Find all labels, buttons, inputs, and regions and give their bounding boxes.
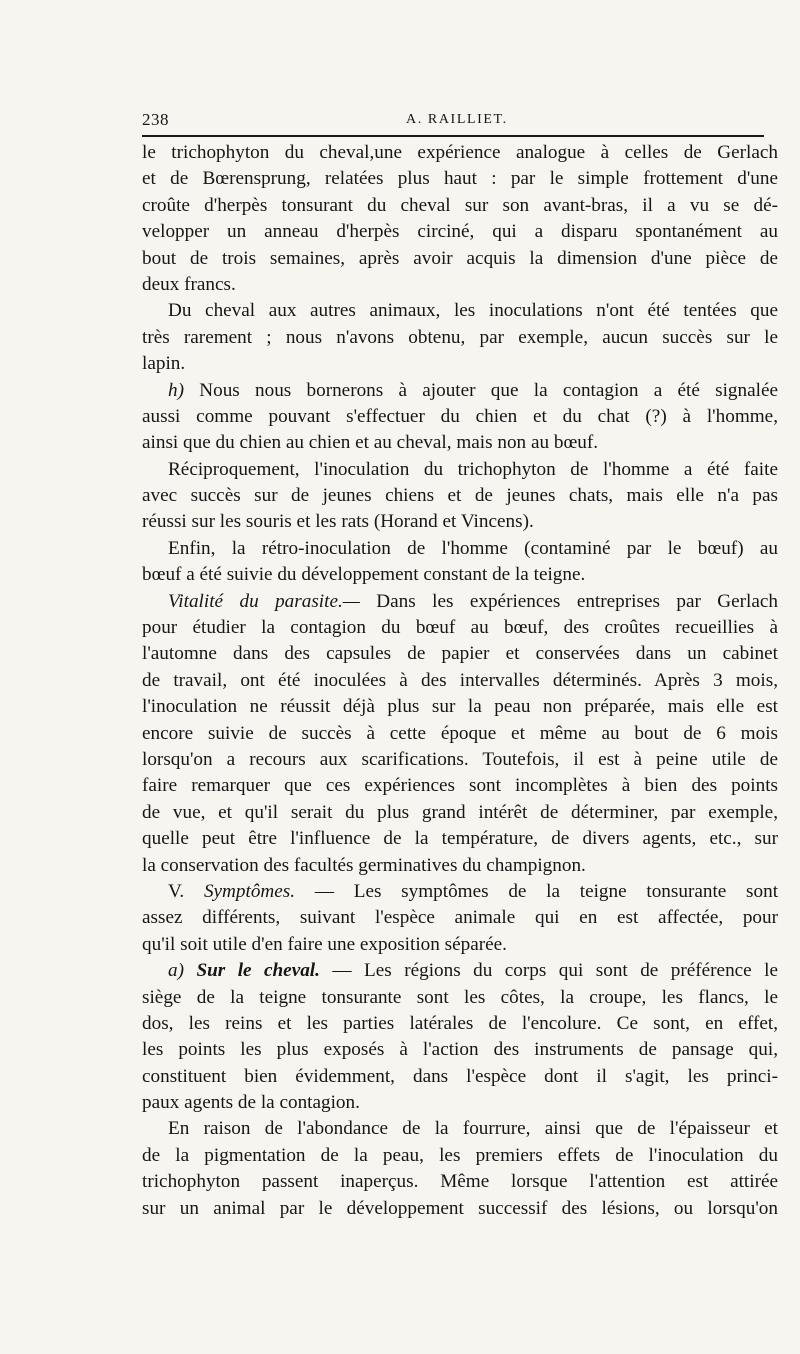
text-line: très rarement ; nous n'avons obtenu, par exemple, aucun succès sur le: [142, 326, 778, 348]
page-header: [142, 106, 764, 134]
text-line: l'automne dans des capsules de papier et conservées dans un cabinet: [142, 643, 778, 665]
text-line: paux agents de la contagion.: [142, 1092, 360, 1114]
text-line: Enfin, la rétro-inoculation de l'homme (contaminé par le bœuf) au: [168, 537, 778, 559]
text-line: velopper un anneau d'herpès circiné, qui a disparu spontanément au: [142, 221, 778, 243]
section-heading-sur-le-cheval: Sur le cheval.: [196, 960, 320, 982]
text-line: dos, les reins et les parties latérales de l'encolure. Ce sont, en effet,: [142, 1012, 778, 1034]
text-line: siège de la teigne tonsurante sont les côtes, la croupe, les flancs, le: [142, 986, 778, 1008]
text-line: de travail, ont été inoculées à des intervalles déterminés. Après 3 mois,: [142, 669, 778, 691]
text-line: les points les plus exposés à l'action des instruments de pansage qui,: [142, 1039, 778, 1061]
text-line: et de Bœrensprung, relatées plus haut : par le simple frottement d'une: [142, 168, 778, 190]
paragraph-h-first-line: [142, 378, 778, 404]
text-line: de la pigmentation de la peau, les premiers effets de l'inoculation du: [142, 1144, 778, 1166]
section-heading-symptomes: Symptômes.: [203, 880, 296, 902]
text-line: Du cheval aux autres animaux, les inoculations n'ont été tentées que: [168, 300, 778, 322]
section-heading-vitalite: Vitalité du parasite.—: [168, 590, 360, 612]
text-line: lapin.: [142, 353, 186, 375]
text-segment: — Les régions du corps qui sont de préférence le: [332, 960, 778, 982]
text-line: ainsi que du chien au chien et au cheval, mais non au bœuf.: [142, 432, 599, 454]
text-line: deux francs.: [142, 273, 236, 295]
text-line: faire remarquer que ces expériences sont incomplètes à bien des points: [142, 775, 778, 797]
text-line: qu'il soit utile d'en faire une exposition séparée.: [142, 933, 507, 955]
paragraph-vitalite-first-line: [142, 589, 778, 615]
text-line: sur un animal par le développement successif des lésions, ou lorsqu'on: [142, 1197, 778, 1219]
text-line: pour étudier la contagion du bœuf au bœuf, des croûtes recueillies à: [142, 617, 778, 639]
text-line: réussi sur les souris et les rats (Horand et Vincens).: [142, 511, 534, 533]
text-line: trichophyton passent inaperçus. Même lorsque l'attention est attirée: [142, 1171, 778, 1193]
header-rule: [142, 135, 764, 137]
body-text: [142, 140, 778, 1222]
text-line: le trichophyton du cheval,une expérience analogue à celles de Gerlach: [142, 142, 778, 163]
text-line: aussi comme pouvant s'effectuer du chien et du chat (?) à l'homme,: [142, 405, 778, 427]
text-segment: Dans les expériences entreprises par Gerlach: [376, 590, 778, 612]
text-line: bout de trois semaines, après avoir acquis la dimension d'une pièce de: [142, 247, 778, 269]
text-segment: — Les symptômes de la teigne tonsurante sont: [314, 880, 779, 902]
text-line: de vue, et qu'il serait du plus grand intérêt de déterminer, par exemple,: [142, 801, 778, 823]
text-line: encore suivie de succès à cette époque et même au bout de 6 mois: [142, 722, 778, 744]
page-number: 238: [142, 110, 169, 129]
running-head: A. RAILLIET.: [406, 112, 508, 127]
text-line: constituent bien évidemment, dans l'espèce dont il s'agit, les princi-: [142, 1065, 778, 1087]
text-line: bœuf a été suivie du développement constant de la teigne.: [142, 564, 586, 586]
text-line: l'inoculation ne réussit déjà plus sur la peau non préparée, mais elle est: [142, 696, 778, 718]
text-line: lorsqu'on a recours aux scarifications. Toutefois, il est à peine utile de: [142, 748, 778, 770]
text-line: En raison de l'abondance de la fourrure, ainsi que de l'épaisseur et: [168, 1118, 778, 1140]
section-number-v: V.: [168, 880, 185, 902]
section-letter-a: a): [168, 960, 184, 982]
text-line: la conservation des facultés germinatives du champignon.: [142, 854, 586, 876]
text-line: assez différents, suivant l'espèce animale qui en est affectée, pour: [142, 907, 778, 929]
section-letter-h: h): [168, 379, 184, 401]
paragraph-symptomes-first-line: [142, 879, 778, 905]
text-segment: Nous nous bornerons à ajouter que la contagion a été signalée: [199, 379, 779, 401]
text-line: Réciproquement, l'inoculation du trichophyton de l'homme a été faite: [168, 458, 778, 480]
text-line: avec succès sur de jeunes chiens et de jeunes chats, mais elle n'a pas: [142, 485, 778, 507]
text-line: quelle peut être l'influence de la température, de divers agents, etc., sur: [142, 828, 778, 850]
paragraph-cheval-first-line: [142, 958, 778, 984]
text-line: croûte d'herpès tonsurant du cheval sur son avant-bras, il a vu se dé-: [142, 194, 778, 216]
